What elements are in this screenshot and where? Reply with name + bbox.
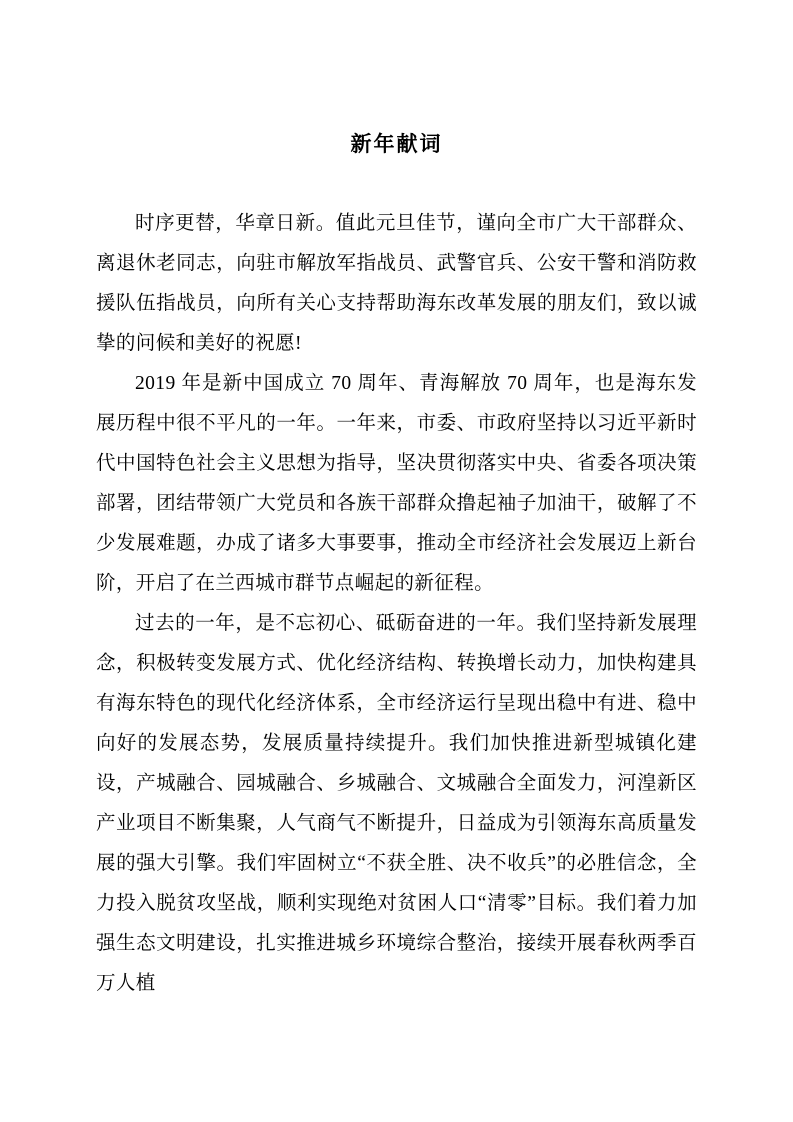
document-body — [96, 204, 697, 1004]
paragraph: 过去的一年，是不忘初心、砥砺奋进的一年。我们坚持新发展理念，积极转变发展方式、优化经济结构、转换增长动力，加快构建具有海东特色的现代化经济体系，全市经济运行呈现出稳中有进、稳中向好的发展态势，发展质量持续提升。我们加快推进新型城镇化建设，产城融合、园城融合、乡城融合、文城融合全面发力，河湟新区产业项目不断集聚，人气商气不断提升，日益成为引领海东高质量发展的强大引擎。我们牢固树立“不获全胜、决不收兵”的必胜信念，全力投入脱贫攻坚战，顺利实现绝对贫困人口“清零”目标。我们着力加强生态文明建设，扎实推进城乡环境综合整治，接续开展春秋两季百万人植 — [96, 613, 697, 994]
page-title: 新年献词 — [350, 133, 443, 156]
paragraph: 2019 年是新中国成立 70 周年、青海解放 70 周年，也是海东发展历程中很不平凡的一年。一年来，市委、市政府坚持以习近平新时代中国特色社会主义思想为指导，坚决贯彻落实中央、省委各项决策部署，团结带领广大党员和各族干部群众撸起袖子加油干，破解了不少发展难题，办成了诸多大事要事，推动全市经济社会发展迈上新台阶，开启了在兰西城市群节点崛起的新征程。 — [96, 373, 697, 594]
paragraph: 时序更替，华章日新。值此元旦佳节，谨向全市广大干部群众、离退休老同志，向驻市解放军指战员、武警官兵、公安干警和消防救援队伍指战员，向所有关心支持帮助海东改革发展的朋友们，致以诚挚的问候和美好的祝愿! — [96, 213, 697, 354]
